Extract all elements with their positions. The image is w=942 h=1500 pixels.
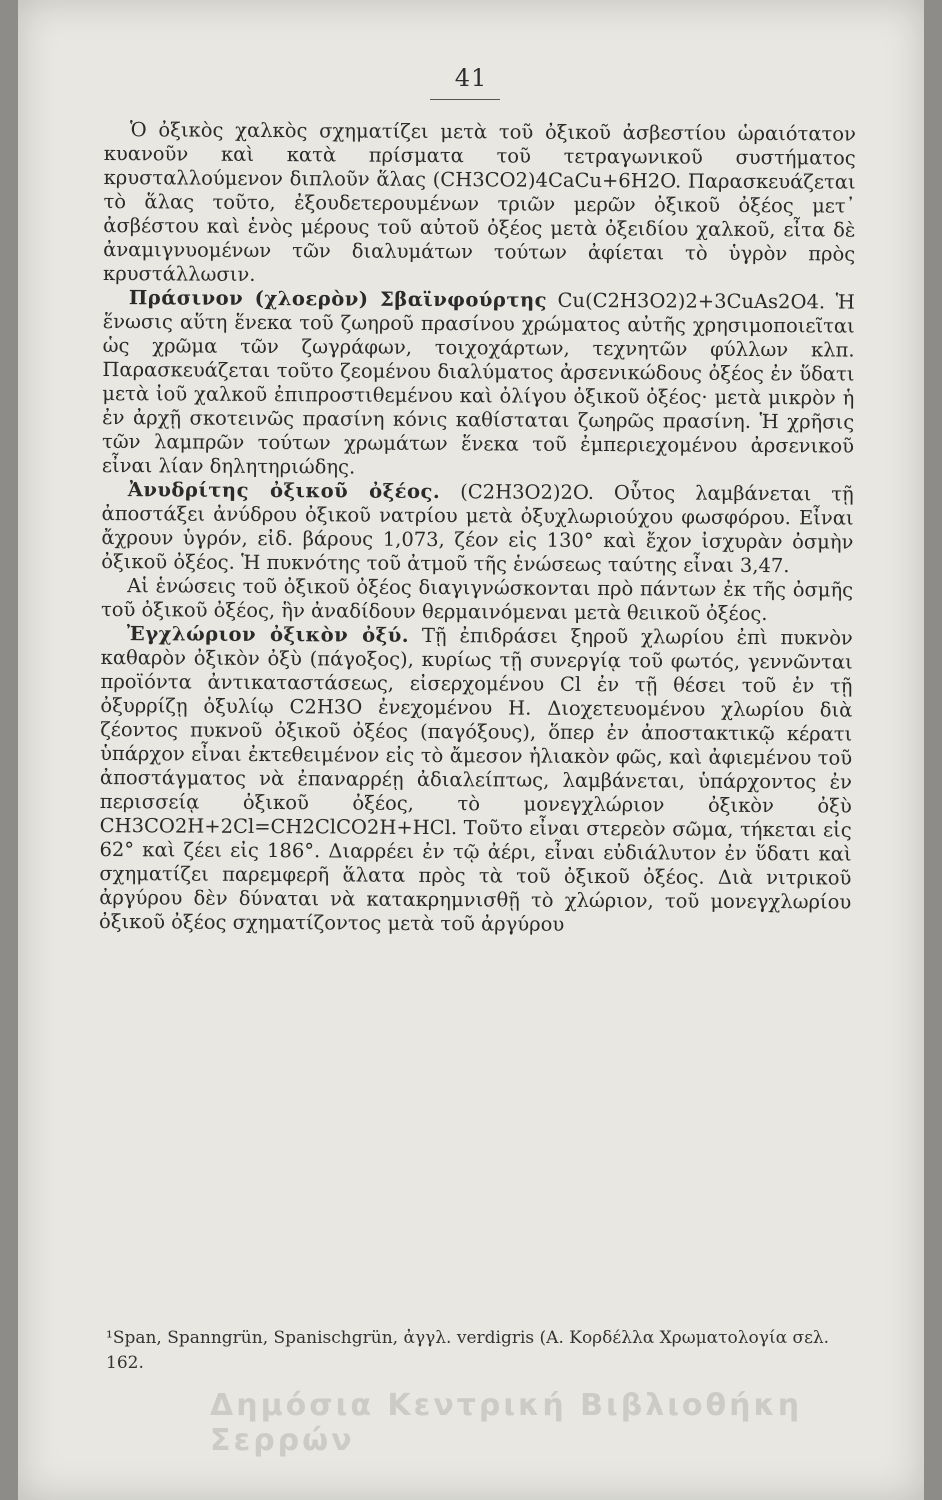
paragraph [99, 622, 853, 939]
page-number-rule [430, 99, 500, 100]
body-text [99, 118, 856, 939]
paragraph [101, 574, 853, 627]
paragraph-text: Τῇ ἐπιδράσει ξηροῦ χλωρίου ἐπὶ πυκνὸν καθαρὸν ὀξικὸν ὀξὺ (πάγοξος), κυρίως τῇ συνεργίᾳ τοῦ φωτός, γεννῶνται προϊόντα ἀντικαταστάσεως, εἰσερχομένου Cl ἐν τῇ θέσει τοῦ ἐν τῇ ὀξυρρίζῃ ὀξυλίῳ C2H3O ἐνεχομένου H. Διοχετευομένου χλωρίου διὰ ζέοντος πυκνοῦ ὀξικοῦ ὀξέος (παγόξους), ὅπερ ἐν ἀποστακτικῷ κέρατι ὑπάρχον εἶναι ἐκτεθειμένον εἰς τὸ ἄμεσον ἡλιακὸν φῶς, καὶ ἀφιεμένου τοῦ ἀποστάγματος νὰ ἐπαναρρέῃ ἀδιαλείπτως, λαμβάνεται, ὑπάρχοντος ἐν περισσείᾳ ὀξικοῦ ὀξέος, τὸ μονεγχλώριον ὀξικὸν ὀξὺ CH3CO2H+2Cl=CH2ClCO2H+HCl. Τοῦτο εἶναι στερεὸν σῶμα, τήκεται εἰς 62° καὶ ζέει εἰς 186°. Διαρρέει ἐν τῷ ἀέρι, εἶναι εὐδιάλυτον ἐν ὕδατι καὶ σχηματίζει παρεμφερῆ ἅλατα πρὸς τὰ τοῦ ὀξικοῦ ὀξέος. Διὰ νιτρικοῦ ἀργύρου δὲν δύναται νὰ κατακρημνισθῇ τὸ χλώριον, τοῦ μονεγχλωρίου ὀξικοῦ ὀξέος σχηματίζοντος μετὰ τοῦ ἀργύρου [99, 623, 853, 936]
paragraph-text: (C2H3O2)2O. Οὗτος λαμβάνεται τῇ ἀποστάξει ἀνύδρου ὀξικοῦ νατρίου μετὰ ὀξυχλωριούχου φωσφόρου. Εἶναι ἄχρουν ὑγρόν, εἰδ. βάρους 1,073, ζέον εἰς 130° καὶ ἔχον ἰσχυρὰν ὀσμὴν ὀξικοῦ ὀξέος. Ἡ πυκνότης τοῦ ἀτμοῦ τῆς ἑνώσεως ταύτης εἶναι 3,47. [101, 480, 854, 578]
paragraph-heading: Ἐγχλώριον ὀξικὸν ὀξύ. [126, 622, 410, 647]
paragraph-text: Cu(C2H3O2)2+3CuAs2O4. Ἡ ἕνωσις αὕτη ἕνεκα τοῦ ζωηροῦ πρασίνου χρώματος αὐτῆς χρησιμοποιεῖται ὡς χρῶμα τῶν ζωγράφων, τοιχοχάρτων, τεχνητῶν φύλλων κλπ. Παρασκευάζεται τοῦτο ζεομένου διαλύματος ἀρσενικώδους ὀξέος ἐν ὕδατι μετὰ ἰοῦ χαλκοῦ ἐπιπροστιθεμένου καὶ ὀλίγου ὀξικοῦ ὀξέος· μετὰ μικρὸν ἡ ἐν ἀρχῇ σκοτεινῶς πρασίνη κόνις καθίσταται ζωηρῶς πρασίνη. Ἡ χρῆσις τῶν λαμπρῶν τούτων χρωμάτων ἕνεκα τοῦ ἐμπεριεχομένου ἀρσενικοῦ εἶναι λίαν δηλητηριώδης. [101, 288, 855, 479]
page-number: 41 [454, 64, 488, 92]
paragraph [101, 478, 854, 579]
paragraph [103, 118, 856, 291]
paragraph-text: Ὁ ὀξικὸς χαλκὸς σχηματίζει μετὰ τοῦ ὀξικοῦ ἀσβεστίου ὡραιότατον κυανοῦν καὶ κατὰ πρίσματα τοῦ τετραγωνικοῦ συστήματος κρυσταλλούμενον διπλοῦν ἅλας (CH3CO2)4CaCu+6H2O. Παρασκευάζεται τὸ ἅλας τοῦτο, ἐξουδετερουμένων τριῶν μερῶν ὀξικοῦ ὀξέος μετ᾽ ἀσβέστου καὶ ἑνὸς μέρους τοῦ αὐτοῦ ὀξέος μετὰ ὀξειδίου χαλκοῦ, εἶτα δὲ ἀναμιγνυομένων τῶν διαλυμάτων τούτων ἀφίεται τὸ ὑγρὸν πρὸς κρυστάλλωσιν. [102, 118, 856, 286]
paragraph-heading: Πράσινον (χλοερὸν) Σβαϊνφούρτης [128, 286, 548, 312]
footnote: ¹Span, Spanngrün, Spanischgrün, ἀγγλ. verdigris (Α. Κορδέλλα Χρωματολογία σελ. 162. [106, 1328, 830, 1373]
paragraph [102, 286, 855, 483]
paragraph-heading: Ἀνυδρίτης ὀξικοῦ ὀξέος. [127, 478, 441, 504]
paragraph-text: Αἱ ἑνώσεις τοῦ ὀξικοῦ ὀξέος διαγιγνώσκονται πρὸ πάντων ἐκ τῆς ὀσμῆς τοῦ ὀξικοῦ ὀξέος, ἣν ἀναδίδουν θερμαινόμεναι μετὰ θειικοῦ ὀξέος. [100, 574, 854, 626]
library-watermark: Δημόσια Κεντρική Βιβλιοθήκη Σερρών [210, 1388, 803, 1458]
